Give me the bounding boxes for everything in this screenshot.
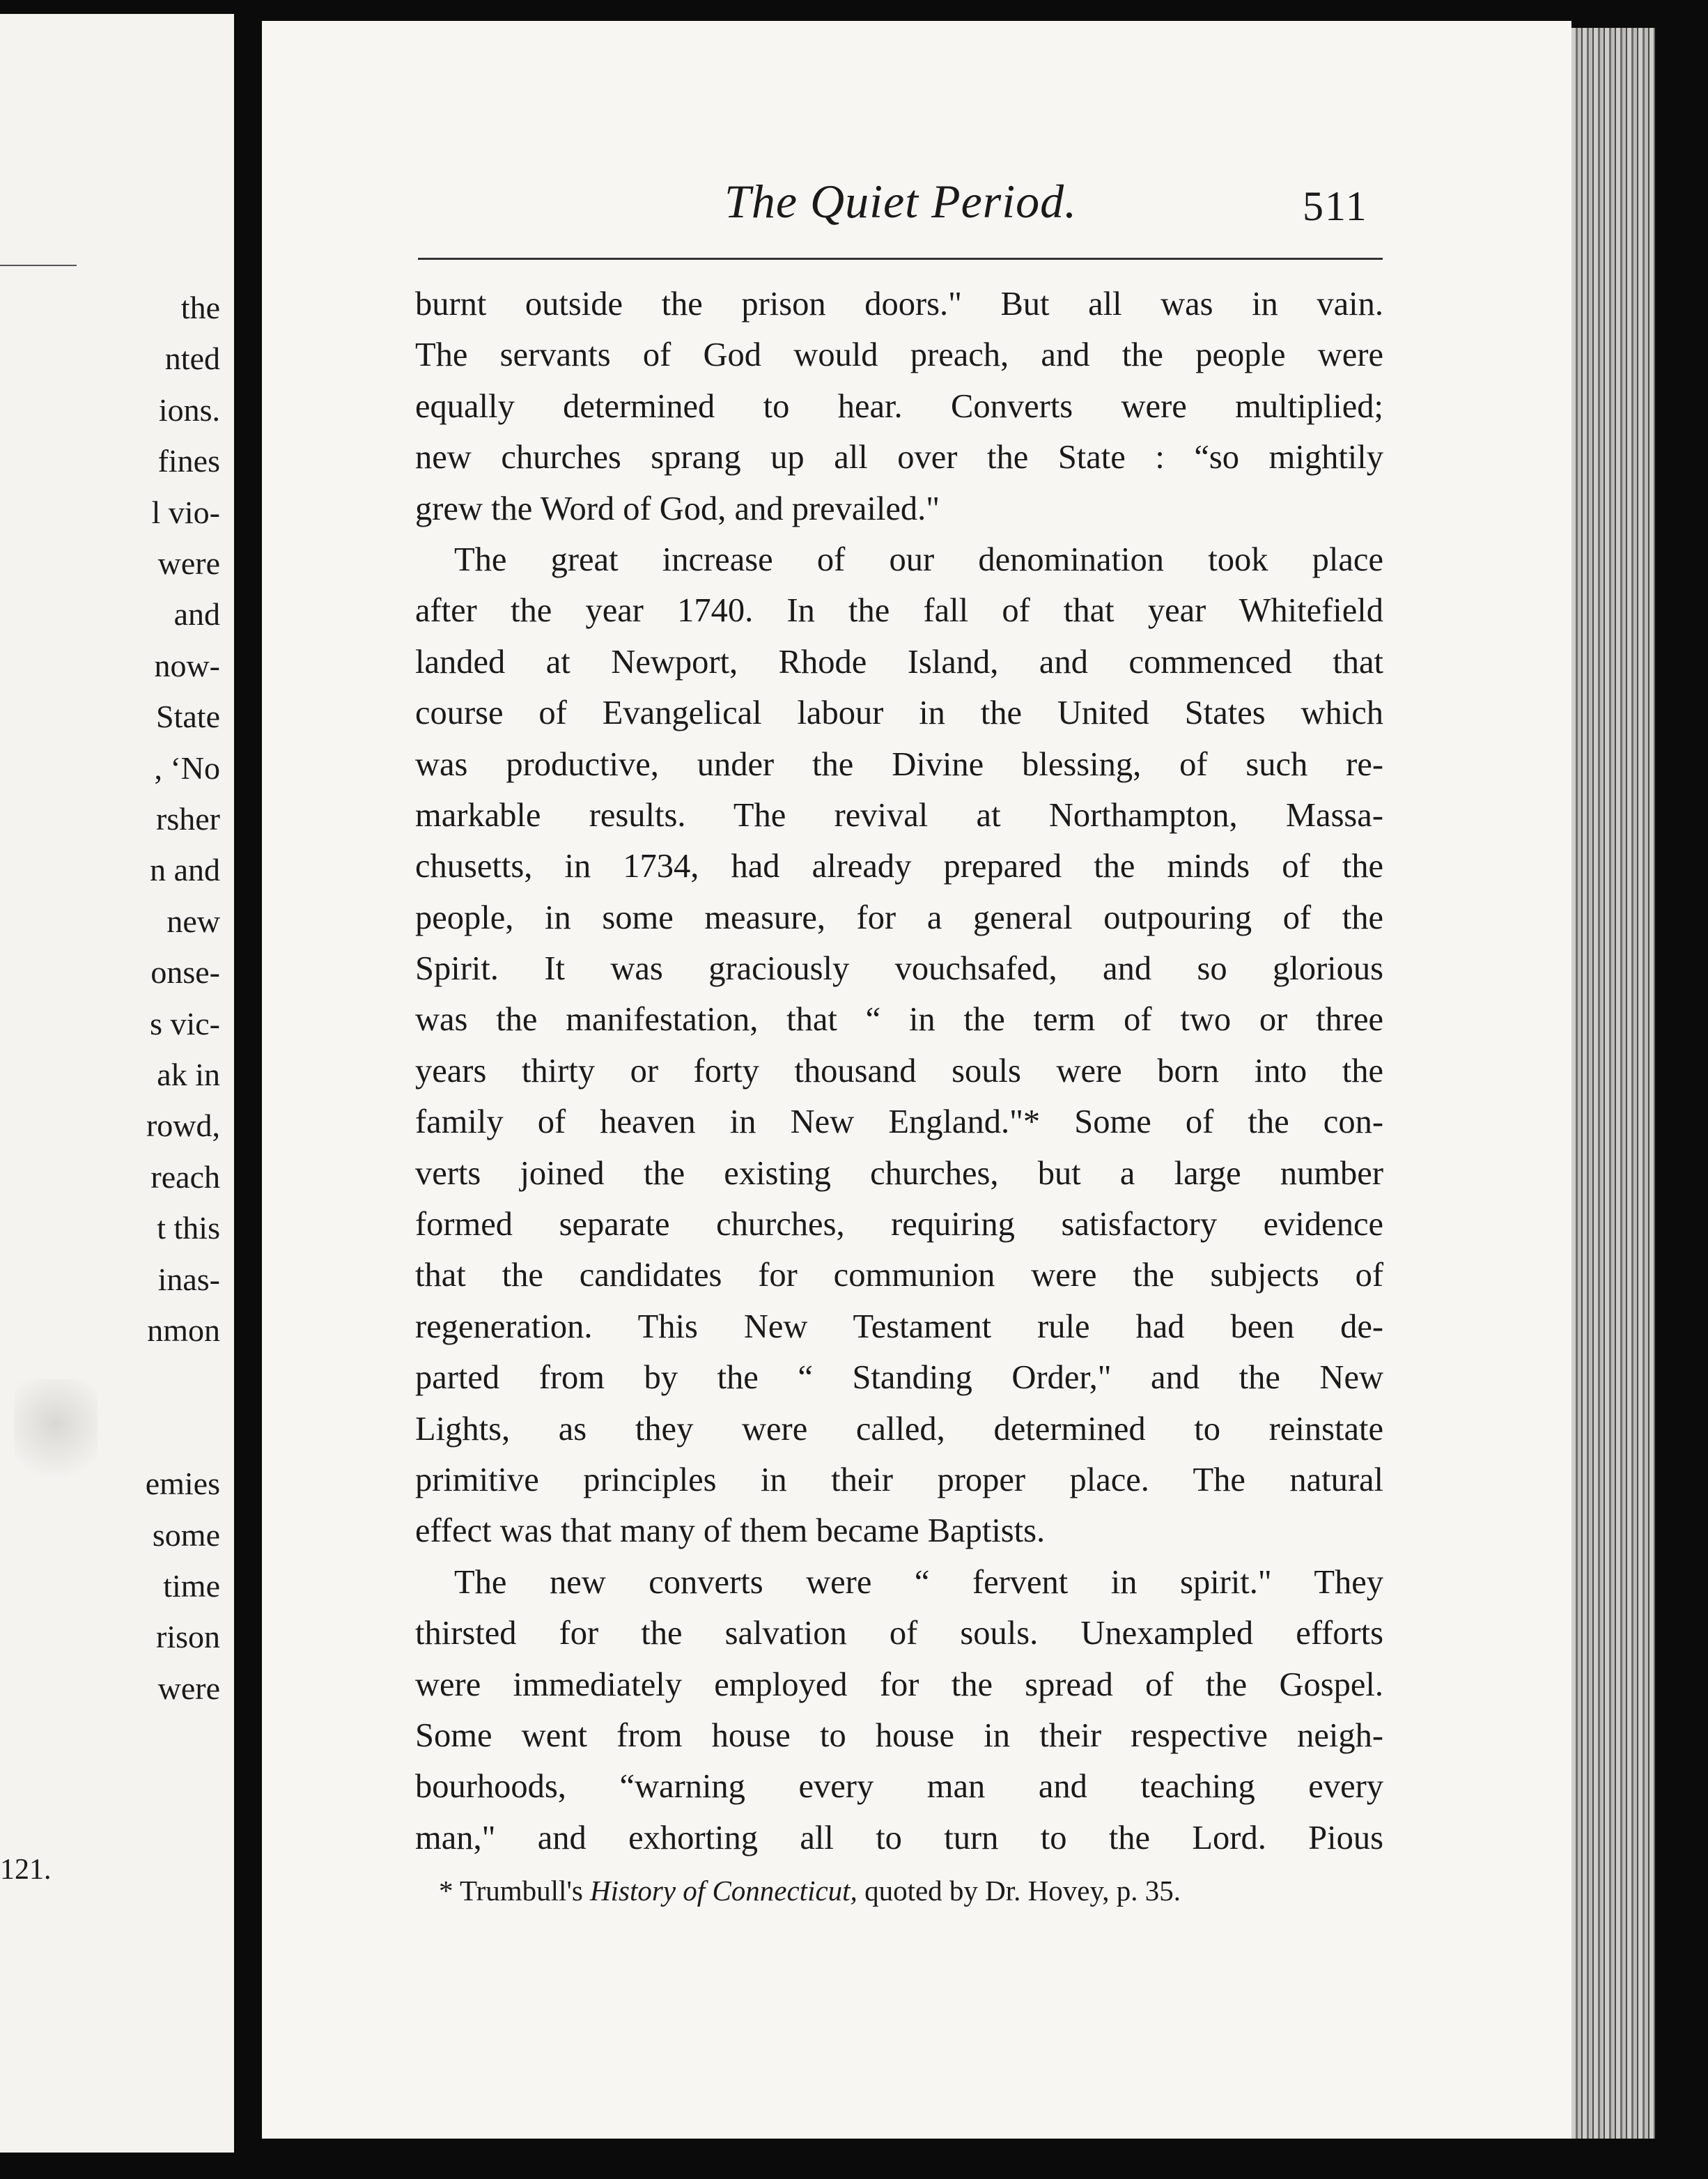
left-page-line: n and (150, 852, 220, 888)
page-edges (1571, 28, 1655, 2139)
header-rule (418, 258, 1383, 260)
text-line: chusetts, in 1734, had already prepared the minds of the (415, 848, 1383, 885)
left-page-line: reach (150, 1158, 220, 1195)
footnote-marker: * (439, 1875, 453, 1907)
left-page-line: were (157, 1670, 220, 1706)
left-page-line: rowd, (146, 1108, 220, 1144)
left-page-line: the (180, 290, 220, 325)
text-line: formed separate churches, requiring satisfactory evidence (415, 1206, 1383, 1243)
text-line: bourhoods, “warning every man and teaching every (415, 1768, 1383, 1806)
left-footnote-fragment: 121. (0, 1854, 52, 1886)
left-page-line: ions. (158, 391, 220, 428)
text-line: was the manifestation, that “ in the term of two or three (415, 1001, 1383, 1039)
text-line: after the year 1740. In the fall of that year Whitefield (415, 592, 1383, 630)
text-line: were immediately employed for the spread of the Gospel. (415, 1666, 1383, 1703)
text-line: thirsted for the salvation of souls. Unexampled efforts (415, 1615, 1383, 1652)
footnote-title: History of Connecticut, (590, 1875, 857, 1907)
text-line: burnt outside the prison doors." But all was in vain. (415, 286, 1383, 323)
left-page-line: t this (157, 1210, 220, 1246)
text-line: Some went from house to house in their respective neigh- (415, 1716, 1383, 1754)
left-page-line: inas- (157, 1261, 220, 1297)
text-line: years thirty or forty thousand souls were born into the (415, 1052, 1383, 1090)
running-title: The Quiet Period. (724, 175, 1078, 228)
text-line: Spirit. It was graciously vouchsafed, and so glorious (415, 950, 1383, 988)
footnote (439, 1874, 1181, 1907)
left-header-rule (0, 265, 77, 266)
text-line: equally determined to hear. Converts were multiplied; (415, 387, 1383, 425)
left-page-line: s vic- (150, 1005, 220, 1041)
text-line: primitive principles in their proper place. The natural (415, 1461, 1383, 1498)
text-line: parted from by the “ Standing Order," and the New (415, 1359, 1383, 1397)
left-page-line: rsher (156, 801, 220, 837)
text-line: The servants of God would preach, and the people were (415, 336, 1383, 374)
text-line: effect was that many of them became Baptists. (415, 1512, 1046, 1550)
left-page-line: new (166, 903, 220, 939)
text-line: regeneration. This New Testament rule had been de- (415, 1308, 1383, 1345)
text-line: course of Evangelical labour in the United States which (415, 695, 1383, 732)
text-line: The new converts were “ fervent in spirit." They (454, 1563, 1383, 1601)
left-page-line: rison (156, 1619, 220, 1655)
page-smudge (14, 1379, 98, 1491)
left-page-line: l vio- (151, 494, 220, 530)
text-line: new churches sprang up all over the State : “so mightily (415, 439, 1383, 476)
text-line: family of heaven in New England."* Some of the con- (415, 1103, 1383, 1141)
left-page-line: time (163, 1568, 220, 1604)
book-gutter (234, 14, 262, 2153)
footnote-suffix: quoted by Dr. Hovey, p. 35. (864, 1875, 1181, 1907)
text-line: markable results. The revival at Northampton, Massa- (415, 796, 1383, 834)
text-line: was productive, under the Divine blessing, of such re- (415, 745, 1383, 783)
body-text (415, 279, 1383, 1863)
left-facing-page (0, 14, 234, 2153)
left-page-line: emies (145, 1466, 220, 1502)
left-page-line: State (156, 699, 220, 735)
left-page-line: fines (157, 443, 220, 479)
left-page-line: some (152, 1517, 220, 1553)
text-line: Lights, as they were called, determined to reinstate (415, 1410, 1383, 1448)
page-number: 511 (1303, 183, 1368, 229)
text-line: that the candidates for communion were the subjects of (415, 1257, 1383, 1294)
text-line: verts joined the existing churches, but a large number (415, 1154, 1383, 1192)
text-line: man," and exhorting all to turn to the Lord. Pious (415, 1819, 1383, 1856)
left-page-line: onse- (150, 954, 220, 991)
left-page-line: were (157, 545, 220, 581)
left-page-line: nted (164, 341, 220, 377)
text-line: landed at Newport, Rhode Island, and commenced that (415, 643, 1383, 681)
left-page-line: nmon (147, 1312, 220, 1348)
left-page-line: now- (154, 647, 220, 683)
left-page-line: ak in (157, 1057, 220, 1092)
left-page-line: , ‘No (154, 750, 220, 786)
text-line: grew the Word of God, and prevailed." (415, 490, 940, 527)
text-line: people, in some measure, for a general outpouring of the (415, 899, 1383, 936)
text-line: The great increase of our denomination took place (454, 541, 1383, 578)
left-page-line: and (173, 596, 220, 633)
footnote-prefix: Trumbull's (460, 1875, 583, 1907)
